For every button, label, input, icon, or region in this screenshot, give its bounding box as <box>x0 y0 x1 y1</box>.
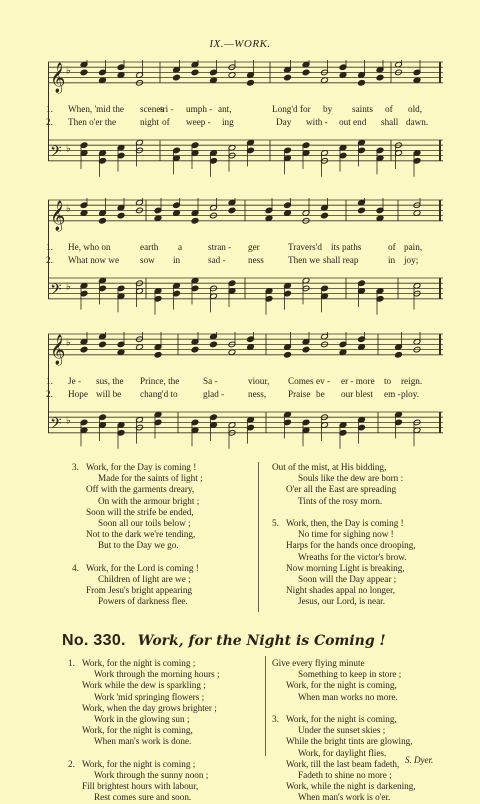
lyric-syllable: chang'd to <box>140 389 178 399</box>
verse-line <box>272 496 416 507</box>
verse-text: Fill brightest hours with labour, <box>82 781 199 792</box>
lyric-syllable: scenes <box>140 104 164 114</box>
verse-text: Rest comes sure and soon. <box>94 792 192 803</box>
verse-line <box>72 540 203 551</box>
verse-text: Now morning Light is breaking, <box>286 562 405 573</box>
verses-right-column <box>272 462 416 608</box>
lyric-syllable: Hope <box>68 389 88 399</box>
lyric-syllable: saints <box>352 104 373 114</box>
lyric-syllable: tri - <box>160 104 174 114</box>
hymn-heading <box>62 632 462 650</box>
notehead <box>117 212 125 219</box>
verse-line <box>272 563 416 574</box>
verse-line <box>272 759 416 770</box>
flat-icon: ♭ <box>66 415 71 427</box>
verse-line <box>72 484 203 495</box>
verse-line <box>272 714 416 725</box>
lyric-syllable: glad - <box>203 389 225 399</box>
lyric-syllable: night <box>140 117 159 127</box>
lyric-syllable: umph - <box>186 104 213 114</box>
verse-line <box>272 669 416 680</box>
lyric-syllable: What now we <box>68 255 120 265</box>
notehead <box>80 346 88 353</box>
lyric-syllable: reign. <box>401 376 423 386</box>
verse-text: Work through the sunny noon ; <box>94 770 209 781</box>
verse-text: Children of light are we ; <box>98 574 191 585</box>
lyric-syllable: Praise <box>288 389 311 399</box>
verse-text: From Jesu's bright appearing <box>86 585 193 596</box>
verse-line <box>272 680 416 691</box>
flat-icon: ♭ <box>66 281 71 293</box>
verse-line <box>68 669 220 680</box>
notehead <box>228 207 236 214</box>
verse-text: Work, while the night is darkening, <box>286 781 416 792</box>
notehead <box>321 212 329 219</box>
verse-line <box>68 658 220 669</box>
notehead <box>302 69 310 76</box>
verse-number: 1. <box>46 104 53 114</box>
hymn-number: No. 330. <box>62 632 126 649</box>
lyric-syllable: ing <box>222 117 234 127</box>
lyric-syllable: ploy. <box>401 389 420 399</box>
lyric-syllable: Travers'd <box>288 242 322 252</box>
flat-icon: ♭ <box>66 65 71 77</box>
verse-text: No time for sighing now ! <box>298 529 394 540</box>
lyric-syllable: in <box>388 255 396 265</box>
verse-text: O'er all the East are spreading <box>286 484 397 495</box>
verse-text: Souls like the dew are born : <box>298 473 404 484</box>
lyric-syllable: ness, <box>248 389 267 399</box>
lyric-syllable: a <box>178 242 183 252</box>
notehead <box>376 74 384 81</box>
verse-line <box>68 703 220 714</box>
verse-text: When man's work is o'er. <box>298 792 391 803</box>
flat-icon: ♭ <box>66 337 71 349</box>
stanza-number: 1. <box>68 658 75 668</box>
verse-line <box>68 680 220 691</box>
section-header: IX.—WORK. <box>209 38 271 50</box>
lyric-syllable: shall <box>381 117 399 127</box>
column-divider <box>265 656 266 756</box>
verse-line <box>272 596 416 607</box>
verse-line <box>272 518 416 529</box>
lyric-syllable: em - <box>384 389 401 399</box>
flat-icon: ♭ <box>66 203 71 215</box>
lyric-syllable: will be <box>96 389 122 399</box>
verse-line <box>272 484 416 495</box>
verse-line <box>272 781 416 792</box>
lyric-syllable: out end <box>339 117 367 127</box>
lyric-syllable: sad - <box>208 255 226 265</box>
bass-clef-icon: 𝄢 <box>50 280 62 302</box>
verse-text: Work, for the night is coming ; <box>82 758 196 769</box>
verse-line <box>272 792 416 803</box>
verse-text: When man works no more. <box>298 691 398 702</box>
stanza-number: 3. <box>272 714 279 725</box>
verse-text: Made for the saints of light ; <box>98 473 203 484</box>
verse-text: Off with the garments dreary, <box>86 484 195 495</box>
lyric-syllable: in <box>173 255 181 265</box>
verse-line <box>68 714 220 725</box>
verse-line <box>68 781 220 792</box>
lyric-syllable: weep - <box>186 117 211 127</box>
verse-line <box>68 792 220 803</box>
lyric-syllable: of <box>385 104 393 114</box>
verse-line <box>272 473 416 484</box>
lyric-syllable: its paths <box>331 242 362 252</box>
verse-text: Work, then, the Day is coming ! <box>286 518 404 529</box>
lyric-syllable: Then o'er the <box>68 117 117 127</box>
verse-text: Powers of darkness flee. <box>98 596 188 607</box>
notehead <box>395 352 403 359</box>
lyric-syllable: sus, the <box>96 376 124 386</box>
notehead <box>99 341 107 348</box>
verse-line <box>72 473 203 484</box>
lyric-syllable: by <box>323 104 333 114</box>
verse-text: Work, for daylight flies. <box>298 747 387 758</box>
stanza-number: 3. <box>72 462 79 472</box>
lyric-syllable: When, 'mid the <box>68 104 124 114</box>
verse-number: 1. <box>46 376 53 386</box>
verse-text: Work, when the day grows brighter ; <box>82 702 217 713</box>
lyric-syllable: sow <box>140 255 155 265</box>
verse-line <box>72 596 203 607</box>
notehead <box>358 80 366 87</box>
verse-text: Night shades appal no longer, <box>286 585 396 596</box>
verse-line <box>68 725 220 736</box>
lyric-syllable: of <box>388 242 396 252</box>
verse-line <box>68 770 220 781</box>
column-divider <box>258 462 259 612</box>
flat-icon: ♭ <box>66 143 71 155</box>
lyric-syllable: ev - <box>316 376 331 386</box>
verse-text: When man's work is done. <box>94 736 192 747</box>
verse-number: 2. <box>46 255 53 265</box>
verse-line <box>272 552 416 563</box>
lyric-syllable: our blest <box>341 389 373 399</box>
stanza-number: 4. <box>72 562 79 573</box>
verse-text: Work, for the Day is coming ! <box>86 462 197 472</box>
verse-text: Soon will the strife be ended, <box>86 506 194 517</box>
verse-text: Work, for the night is coming, <box>286 680 397 691</box>
notehead <box>80 69 88 76</box>
treble-clef-icon: 𝄞 <box>50 334 66 365</box>
verse-line <box>272 692 416 703</box>
verse-text: Out of the mist, at His bidding, <box>272 462 387 472</box>
verse-number: 2. <box>46 117 53 127</box>
lyric-syllable: Day <box>276 117 292 127</box>
lyric-syllable: Prince, the <box>140 376 180 386</box>
verse-text: Work in the glowing sun ; <box>94 714 190 725</box>
verse-text: But to the Day we go. <box>98 540 179 551</box>
verse-text: Soon all our toils below ; <box>98 518 191 529</box>
notehead <box>191 69 199 76</box>
lyric-syllable: Then we <box>288 255 320 265</box>
hymn-title: Work, for the Night is Coming ! <box>137 633 386 649</box>
verse-line <box>68 759 220 770</box>
treble-clef-icon: 𝄞 <box>50 62 66 93</box>
notehead <box>191 346 199 353</box>
verse-text: Fadeth to shine no more ; <box>298 770 392 781</box>
verse-text: Soon will the Day appear ; <box>298 574 397 585</box>
verse-line <box>72 574 203 585</box>
lyric-syllable: pain, <box>404 242 423 252</box>
verse-text: Under the sunset skies ; <box>298 725 386 736</box>
verse-line <box>272 540 416 551</box>
verse-line <box>272 574 416 585</box>
verse-text: Harps for the hands once drooping, <box>286 540 416 551</box>
lyric-syllable: Sa - <box>203 376 218 386</box>
verse-line <box>272 770 416 781</box>
lyric-syllable: of <box>162 117 170 127</box>
notehead <box>173 74 181 81</box>
lyric-syllable: with - <box>306 117 328 127</box>
verse-line <box>72 496 203 507</box>
lyric-syllable: er - more <box>341 376 375 386</box>
verse-text: Give every flying minute <box>272 658 365 668</box>
lyric-syllable: Comes <box>288 376 314 386</box>
verse-line <box>272 658 416 669</box>
lyric-syllable: viour, <box>248 376 270 386</box>
verse-line <box>72 585 203 596</box>
verse-text: Wreaths for the victor's brow. <box>298 551 407 562</box>
lyric-syllable: earth <box>140 242 159 252</box>
lyric-syllable: Je - <box>68 376 82 386</box>
verse-line <box>272 748 416 759</box>
notehead <box>154 352 162 359</box>
verses-left-column <box>72 462 203 608</box>
verse-text: While the bright tints are glowing, <box>286 736 413 747</box>
notehead <box>284 74 292 81</box>
verse-text: Work, till the last beam fadeth, <box>286 758 400 769</box>
verse-line <box>272 529 416 540</box>
stanza-number: 2. <box>68 758 75 769</box>
treble-clef-icon: 𝄞 <box>50 200 66 231</box>
notehead <box>210 341 218 348</box>
verse-number: 1. <box>46 242 53 252</box>
stanza-gap <box>68 748 220 759</box>
notehead <box>247 80 255 87</box>
verse-line <box>72 529 203 540</box>
lyric-syllable: to <box>384 376 392 386</box>
verse-text: Jesus, our Lord, is near. <box>298 596 386 607</box>
lyric-syllable: Long'd for <box>272 104 311 114</box>
notehead <box>358 207 366 214</box>
verse-text: On with the armour bright ; <box>98 495 200 506</box>
verse-text: Work, for the Lord is coming ! <box>86 562 199 573</box>
verse-number: 2. <box>46 389 53 399</box>
verse-text: Work while the dew is sparkling ; <box>82 680 206 691</box>
verse-line <box>72 518 203 529</box>
lyric-syllable: He, who on <box>68 242 111 252</box>
verse-line <box>272 462 416 473</box>
notehead <box>191 218 199 225</box>
notehead <box>284 352 292 359</box>
bass-clef-icon: 𝄢 <box>50 414 62 436</box>
lyric-syllable: joy; <box>404 255 419 265</box>
stanza-gap <box>272 507 416 518</box>
stanza-gap <box>72 552 203 563</box>
hymn-author: S. Dyer. <box>405 755 434 765</box>
verse-line <box>68 692 220 703</box>
lyric-syllable: stran - <box>208 242 232 252</box>
stanza-gap <box>272 703 416 714</box>
lyric-syllable: old, <box>408 104 423 114</box>
verse-line <box>272 585 416 596</box>
lyric-syllable: ant, <box>218 104 232 114</box>
stanza-number: 5. <box>272 518 279 529</box>
verse-line <box>72 462 203 473</box>
verse-line <box>72 563 203 574</box>
lyric-syllable: be <box>316 389 325 399</box>
verse-line <box>72 507 203 518</box>
notehead <box>99 218 107 225</box>
verse-text: Not to the dark we're tending, <box>86 529 196 540</box>
verse-text: Tints of the rosy morn. <box>298 495 383 506</box>
verse-line <box>272 736 416 747</box>
notehead <box>302 346 310 353</box>
verse-text: Work, for the night is coming, <box>82 725 193 736</box>
verse-line <box>272 725 416 736</box>
verse-text: Work, for the night is coming, <box>286 714 397 725</box>
verse-text: Something to keep in store ; <box>298 669 402 680</box>
lyric-syllable: ger <box>248 242 260 252</box>
verse-text: Work, for the night is coming ; <box>82 658 196 668</box>
lyric-syllable: dawn. <box>406 117 429 127</box>
verse-text: Work through the morning hours ; <box>94 669 220 680</box>
lyric-syllable: shall reap <box>323 255 359 265</box>
lyric-syllable: ness <box>248 255 264 265</box>
bass-clef-icon: 𝄢 <box>50 142 62 164</box>
hymn-verses-left <box>68 658 220 804</box>
verse-text: Work 'mid springing flowers ; <box>94 691 205 702</box>
hymn-verses-right <box>272 658 416 804</box>
verse-line <box>68 736 220 747</box>
